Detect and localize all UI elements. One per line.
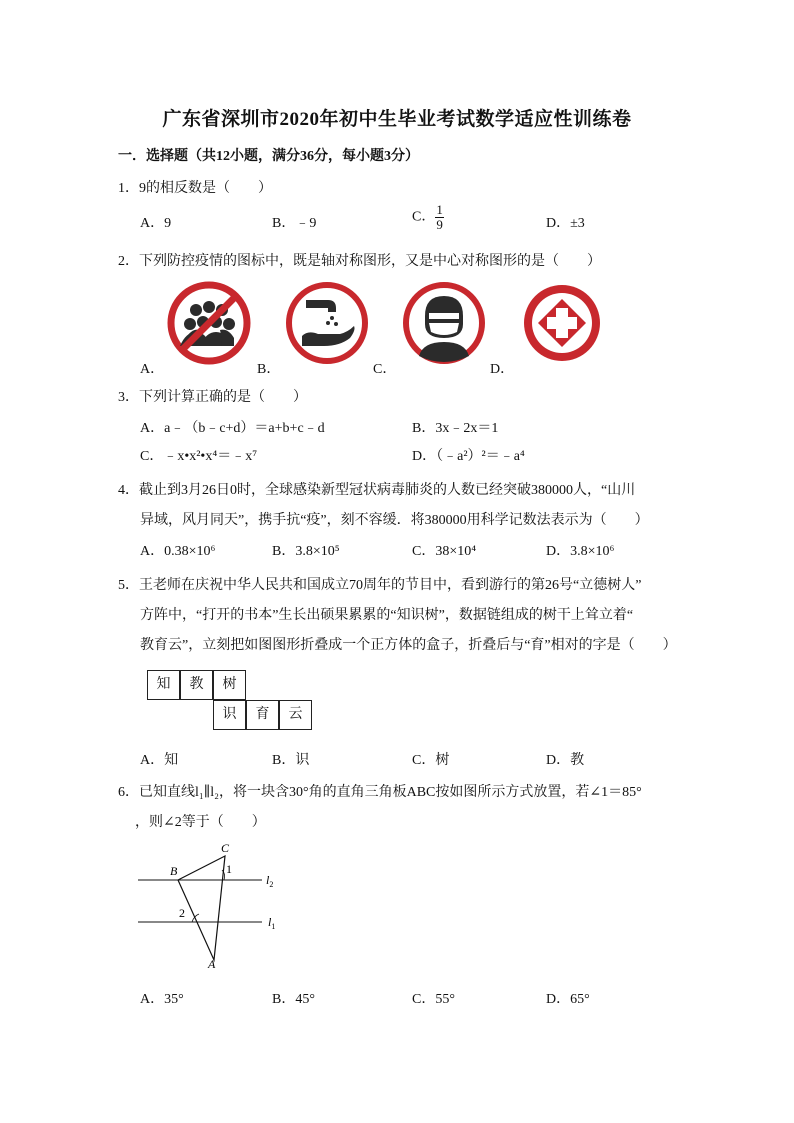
q4-option-c: C．38×10⁴	[412, 544, 477, 559]
label-b: B	[170, 864, 178, 878]
fraction	[435, 203, 444, 232]
label-l1	[268, 915, 275, 931]
q6-option-d: D．65°	[546, 992, 590, 1007]
label-a: A	[208, 957, 216, 971]
q5-option-c: C．树	[412, 753, 450, 768]
q3-option-c: C．﹣x•x²•x⁴＝﹣x⁷	[140, 449, 258, 464]
q6-option-b: B．45°	[272, 992, 315, 1007]
label-l1-letter: l	[268, 915, 272, 929]
mask-wearing-icon	[401, 280, 487, 366]
net-cell: 知	[147, 670, 180, 700]
q4-option-b: B．3.8×10⁵	[272, 544, 340, 559]
q3-option-a: A．a﹣（b﹣c+d）＝a+b+c﹣d	[140, 421, 325, 436]
net-cell: 云	[279, 700, 312, 730]
label-l2	[266, 873, 273, 889]
q6-option-a: A．35°	[140, 992, 184, 1007]
question-4-stem-line-2: 异域，风月同天”，携手抗“疫”，刻不容缓．将380000用科学记数法表示为（ ）	[140, 513, 649, 528]
q1-option-c	[412, 203, 444, 232]
q4-option-d: D．3.8×10⁶	[546, 544, 615, 559]
page-title: 广东省深圳市2020年初中生毕业考试数学适应性训练卷	[162, 109, 632, 130]
label-l2-sub: 2	[269, 880, 274, 889]
question-5-stem-line-3: 教育云”，立刻把如图图形折叠成一个正方体的盒子，折叠后与“育”相对的字是（ ）	[140, 638, 677, 653]
q5-option-a: A．知	[140, 753, 179, 768]
label-l2-letter: l	[266, 873, 270, 887]
hand-washing-icon	[284, 280, 370, 366]
question-4-stem-line-1: 4．截止到3月26日0时，全球感染新型冠状病毒肺炎的人数已经突破380000人，“山川	[118, 483, 636, 498]
q2-option-c: C．	[373, 362, 397, 377]
question-1-stem: 1．9的相反数是（ ）	[118, 181, 272, 196]
fraction-numerator: 1	[436, 202, 443, 217]
q5-option-d: D．教	[546, 753, 585, 768]
label-c: C	[221, 841, 230, 855]
question-2-stem: 2．下列防控疫情的图标中，既是轴对称图形，又是中心对称图形的是（ ）	[118, 254, 601, 269]
q1-option-c-prefix: C．	[412, 209, 436, 225]
q2-option-d: D．	[490, 362, 515, 377]
q3-option-d: D．（﹣a²）²＝﹣a⁴	[412, 449, 525, 464]
question-5-stem-line-2: 方阵中，“打开的书本”生长出硕果累累的“知识树”，数据链组成的树干上耸立着“	[140, 608, 634, 623]
net-cell: 识	[213, 700, 246, 730]
q1-option-b: B．﹣9	[272, 216, 317, 231]
parallel-lines-triangle-figure	[130, 836, 290, 976]
q2-option-a: A．	[140, 362, 165, 377]
q3-option-b: B．3x﹣2x＝1	[412, 421, 499, 436]
question-6-stem-line-1: 6．已知直线l₁∥l₂，将一块含30°角的直角三角板ABC按如图所示方式放置，若∠1＝85°	[118, 785, 642, 800]
q1-option-d: D．±3	[546, 216, 585, 231]
net-cell: 教	[180, 670, 213, 700]
question-3-stem: 3．下列计算正确的是（ ）	[118, 390, 307, 405]
net-cell: 育	[246, 700, 279, 730]
question-6-stem-line-2: ，则∠2等于（ ）	[135, 815, 266, 830]
red-cross-icon	[519, 280, 605, 366]
net-cell: 树	[213, 670, 246, 700]
question-5-stem-line-1: 5．王老师在庆祝中华人民共和国成立70周年的节目中，看到游行的第26号“立德树人”	[118, 578, 642, 593]
q1-option-a: A．9	[140, 216, 172, 231]
label-angle-2: 2	[179, 906, 185, 920]
label-l1-sub: 1	[271, 922, 276, 931]
q6-option-c: C．55°	[412, 992, 455, 1007]
label-angle-1: 1	[226, 862, 232, 876]
q4-option-a: A．0.38×10⁶	[140, 544, 216, 559]
fraction-denominator: 9	[436, 217, 443, 232]
section-heading: 一．选择题（共12小题，满分36分，每小题3分）	[118, 149, 419, 164]
q2-option-b: B．	[257, 362, 281, 377]
no-gathering-icon	[166, 280, 252, 366]
triangle-abc	[178, 856, 225, 960]
q5-option-b: B．识	[272, 753, 310, 768]
